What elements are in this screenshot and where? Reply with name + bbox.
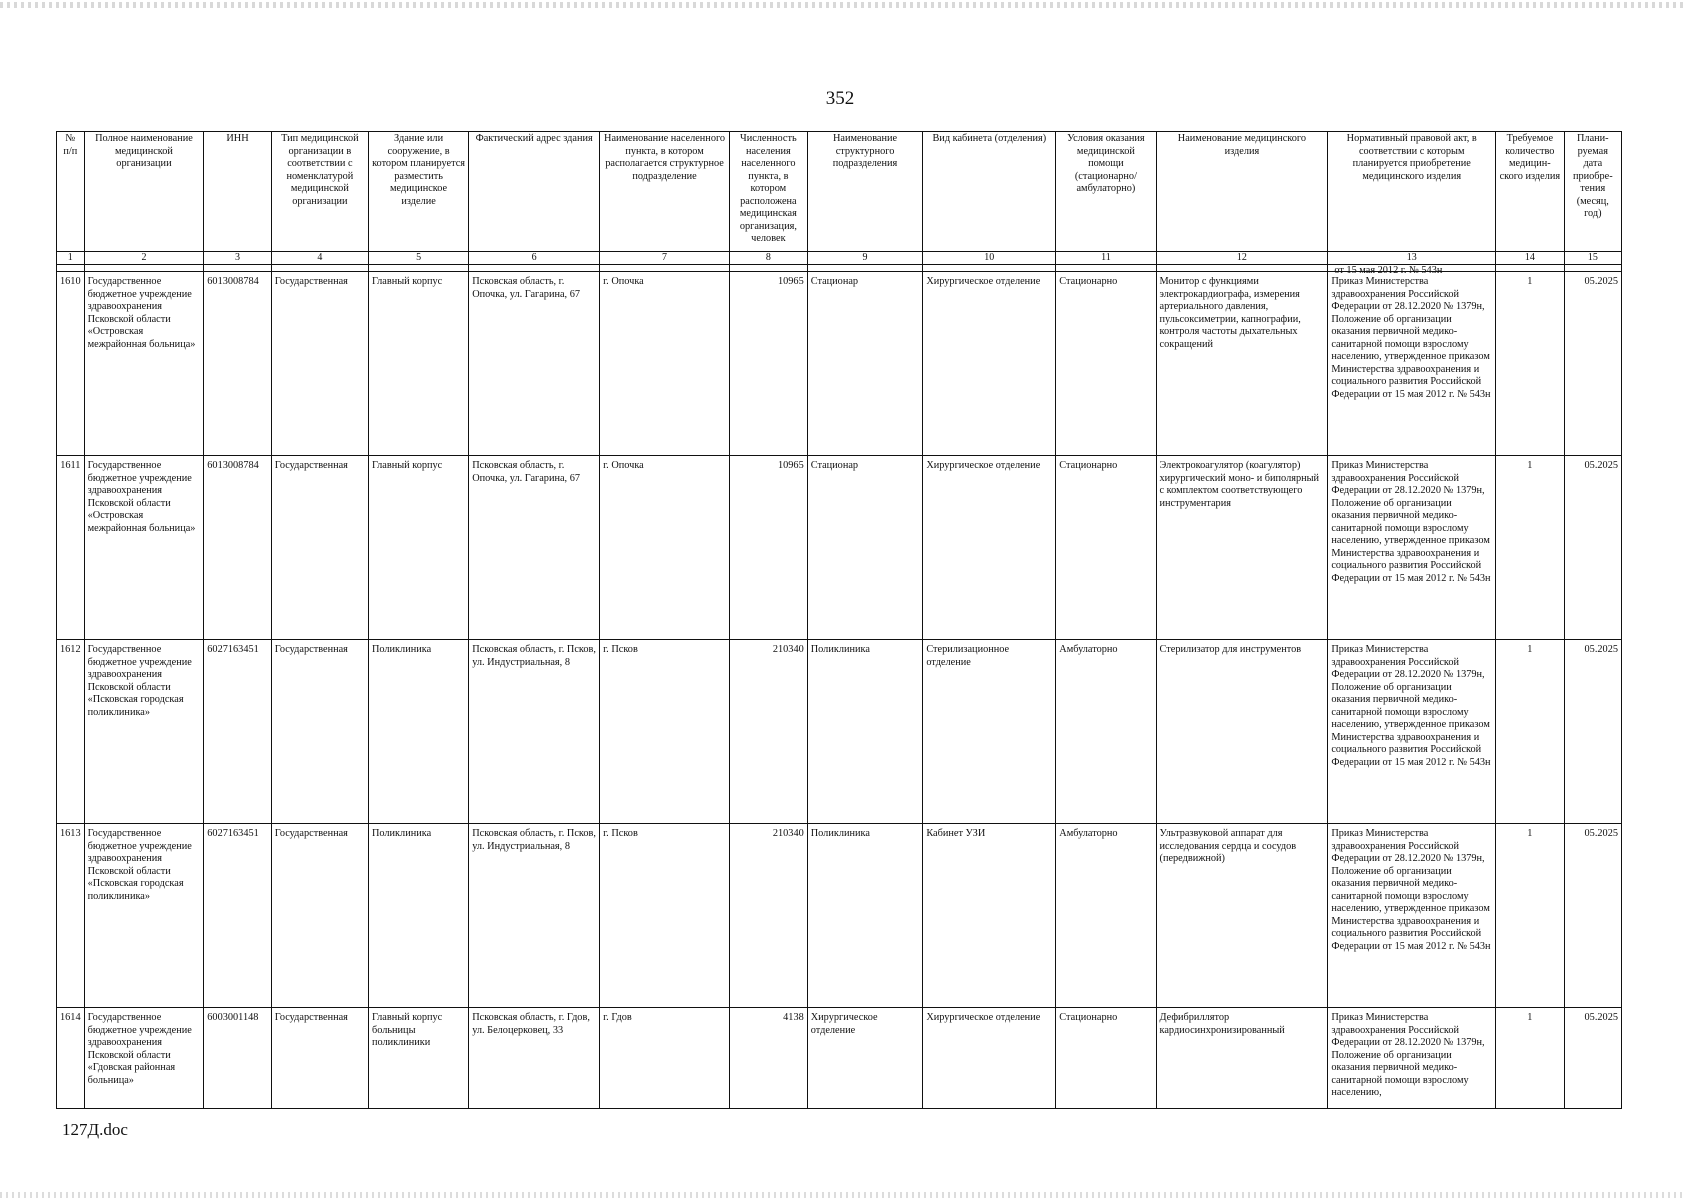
table-row xyxy=(57,1008,1622,1109)
organization-name: Государственное бюджетное учреждение здравоохранения Псковской области «Гдовская районная больница» xyxy=(84,1008,204,1109)
structural-unit: Стационар xyxy=(807,456,923,640)
register-table xyxy=(56,131,1622,1109)
inn: 6003001148 xyxy=(204,1008,272,1109)
address: Псковская область, г. Опочка, ул. Гагарина, 67 xyxy=(469,456,600,640)
building: Главный корпус больницы поликлиники xyxy=(368,1008,468,1109)
medical-device: Электрокоагулятор (коагулятор) хирургический моно- и биполярный с комплектом соответствующего инструментария xyxy=(1156,456,1328,640)
column-number: 4 xyxy=(271,252,368,265)
room-type: Хирургическое отделение xyxy=(923,456,1056,640)
organization-name: Государственное бюджетное учреждение здравоохранения Псковской области «Псковская городская поликлиника» xyxy=(84,640,204,824)
legal-act: Приказ Министерства здравоохранения Российской Федерации от 28.12.2020 № 1379н, Положение об организации оказания первичной медико-санитарной помощи взрослому населению, xyxy=(1328,1008,1496,1109)
column-number: 12 xyxy=(1156,252,1328,265)
building: Главный корпус xyxy=(368,456,468,640)
header-cell: Плани-руемая дата приобре-тения (месяц, год) xyxy=(1564,132,1621,252)
header-cell: № п/п xyxy=(57,132,85,252)
header-cell: Наименование структурного подразделения xyxy=(807,132,923,252)
organization-name: Государственное бюджетное учреждение здравоохранения Псковской области «Островская межрайонная больница» xyxy=(84,272,204,456)
header-cell: Условия оказания медицинской помощи (стационарно/ амбулаторно) xyxy=(1056,132,1156,252)
header-cell: Нормативный правовой акт, в соответствии с которым планируется приобретение медицинского изделия xyxy=(1328,132,1496,252)
legal-act: Приказ Министерства здравоохранения Российской Федерации от 28.12.2020 № 1379н, Положение об организации оказания первичной медико-санитарной помощи взрослому населению, утвержденное приказом Министерства здравоохранения и социального развития Российской Федерации от 15 мая 2012 г. № 543н xyxy=(1328,456,1496,640)
quantity: 1 xyxy=(1496,456,1565,640)
inn: 6027163451 xyxy=(204,640,272,824)
column-number: 14 xyxy=(1496,252,1565,265)
column-number-with-carry xyxy=(1328,252,1496,276)
structural-unit: Стационар xyxy=(807,272,923,456)
header-cell: Наименование населенного пункта, в котором располагается структурное подразделение xyxy=(600,132,730,252)
building: Главный корпус xyxy=(368,272,468,456)
column-number: 10 xyxy=(923,252,1056,265)
address: Псковская область, г. Псков, ул. Индустриальная, 8 xyxy=(469,824,600,1008)
column-number: 8 xyxy=(730,252,808,265)
locality: г. Гдов xyxy=(600,1008,730,1109)
population: 4138 xyxy=(730,1008,808,1109)
organization-name: Государственное бюджетное учреждение здравоохранения Псковской области «Псковская городская поликлиника» xyxy=(84,824,204,1008)
table-row xyxy=(57,824,1622,1008)
legal-act: Приказ Министерства здравоохранения Российской Федерации от 28.12.2020 № 1379н, Положение об организации оказания первичной медико-санитарной помощи взрослому населению, утвержденное приказом Министерства здравоохранения и социального развития Российской Федерации от 15 мая 2012 г. № 543н xyxy=(1328,824,1496,1008)
locality: г. Опочка xyxy=(600,272,730,456)
organization-type: Государственная xyxy=(271,640,368,824)
room-type: Стерилизационное отделение xyxy=(923,640,1056,824)
care-conditions: Стационарно xyxy=(1056,272,1156,456)
column-number: 11 xyxy=(1056,252,1156,265)
address: Псковская область, г. Опочка, ул. Гагарина, 67 xyxy=(469,272,600,456)
building: Поликлиника xyxy=(368,640,468,824)
care-conditions: Стационарно xyxy=(1056,1008,1156,1109)
column-number: 3 xyxy=(204,252,272,265)
population: 10965 xyxy=(730,272,808,456)
column-number: 9 xyxy=(807,252,923,265)
planned-date: 05.2025 xyxy=(1564,272,1621,456)
medical-device: Стерилизатор для инструментов xyxy=(1156,640,1328,824)
header-cell: Численность населения населенного пункта, в котором расположена медицинская организация, человек xyxy=(730,132,808,252)
room-type: Кабинет УЗИ xyxy=(923,824,1056,1008)
document-filename: 127Д.doc xyxy=(62,1120,128,1139)
header-cell: Вид кабинета (отделения) xyxy=(923,132,1056,252)
scan-edge-top xyxy=(0,2,1686,8)
column-number: 13 xyxy=(1406,252,1417,263)
inn: 6013008784 xyxy=(204,456,272,640)
header-cell: Фактический адрес здания xyxy=(469,132,600,252)
header-cell: Здание или сооружение, в котором планируется разместить медицинское изделие xyxy=(368,132,468,252)
column-number: 2 xyxy=(84,252,204,265)
organization-type: Государственная xyxy=(271,824,368,1008)
quantity: 1 xyxy=(1496,640,1565,824)
column-number: 7 xyxy=(600,252,730,265)
medical-device: Ультразвуковой аппарат для исследования сердца и сосудов (передвижной) xyxy=(1156,824,1328,1008)
population: 210340 xyxy=(730,824,808,1008)
header-cell: ИНН xyxy=(204,132,272,252)
locality: г. Опочка xyxy=(600,456,730,640)
locality: г. Псков xyxy=(600,824,730,1008)
header-cell: Тип медицинской организации в соответствии с номенклатурой медицинской организации xyxy=(271,132,368,252)
quantity: 1 xyxy=(1496,1008,1565,1109)
planned-date: 05.2025 xyxy=(1564,640,1621,824)
carryover-text: от 15 мая 2012 г. № 543н xyxy=(1334,265,1443,276)
table-row xyxy=(57,640,1622,824)
structural-unit: Поликлиника xyxy=(807,640,923,824)
legal-act: Приказ Министерства здравоохранения Российской Федерации от 28.12.2020 № 1379н, Положение об организации оказания первичной медико-санитарной помощи взрослому населению, утвержденное приказом Министерства здравоохранения и социального развития Российской Федерации от 15 мая 2012 г. № 543н xyxy=(1328,640,1496,824)
row-number: 1610 xyxy=(57,272,85,456)
organization-type: Государственная xyxy=(271,272,368,456)
locality: г. Псков xyxy=(600,640,730,824)
inn: 6013008784 xyxy=(204,272,272,456)
building: Поликлиника xyxy=(368,824,468,1008)
population: 10965 xyxy=(730,456,808,640)
planned-date: 05.2025 xyxy=(1564,824,1621,1008)
column-number: 1 xyxy=(57,252,85,265)
table-row xyxy=(57,456,1622,640)
planned-date: 05.2025 xyxy=(1564,1008,1621,1109)
population: 210340 xyxy=(730,640,808,824)
page-number: 352 xyxy=(825,88,855,109)
legal-act: Приказ Министерства здравоохранения Российской Федерации от 28.12.2020 № 1379н, Положение об организации оказания первичной медико-санитарной помощи взрослому населению, утвержденное приказом Министерства здравоохранения и социального развития Российской Федерации от 15 мая 2012 г. № 543н xyxy=(1328,272,1496,456)
structural-unit: Поликлиника xyxy=(807,824,923,1008)
care-conditions: Амбулаторно xyxy=(1056,640,1156,824)
row-number: 1613 xyxy=(57,824,85,1008)
inn: 6027163451 xyxy=(204,824,272,1008)
quantity: 1 xyxy=(1496,824,1565,1008)
header-row xyxy=(57,132,1622,252)
room-type: Хирургическое отделение xyxy=(923,1008,1056,1109)
header-cell: Требуемое количество медицин-ского изделия xyxy=(1496,132,1565,252)
organization-type: Государственная xyxy=(271,1008,368,1109)
column-number: 6 xyxy=(469,252,600,265)
scan-edge-bottom xyxy=(0,1192,1686,1198)
header-cell: Полное наименование медицинской организации xyxy=(84,132,204,252)
organization-name: Государственное бюджетное учреждение здравоохранения Псковской области «Островская межрайонная больница» xyxy=(84,456,204,640)
organization-type: Государственная xyxy=(271,456,368,640)
address: Псковская область, г. Псков, ул. Индустриальная, 8 xyxy=(469,640,600,824)
header-cell: Наименование медицинского изделия xyxy=(1156,132,1328,252)
row-number: 1612 xyxy=(57,640,85,824)
column-number-row xyxy=(57,252,1622,265)
row-number: 1611 xyxy=(57,456,85,640)
quantity: 1 xyxy=(1496,272,1565,456)
table-row xyxy=(57,272,1622,456)
planned-date: 05.2025 xyxy=(1564,456,1621,640)
structural-unit: Хирургическое отделение xyxy=(807,1008,923,1109)
address: Псковская область, г. Гдов, ул. Белоцерковец, 33 xyxy=(469,1008,600,1109)
row-number: 1614 xyxy=(57,1008,85,1109)
column-number: 15 xyxy=(1564,252,1621,265)
care-conditions: Амбулаторно xyxy=(1056,824,1156,1008)
column-number: 5 xyxy=(368,252,468,265)
room-type: Хирургическое отделение xyxy=(923,272,1056,456)
care-conditions: Стационарно xyxy=(1056,456,1156,640)
medical-device: Монитор с функциями электрокардиографа, измерения артериального давления, пульсоксиметрии, капнографии, контроля частоты дыхательных сокращений xyxy=(1156,272,1328,456)
table-body xyxy=(57,272,1622,1109)
medical-device: Дефибриллятор кардиосинхронизированный xyxy=(1156,1008,1328,1109)
